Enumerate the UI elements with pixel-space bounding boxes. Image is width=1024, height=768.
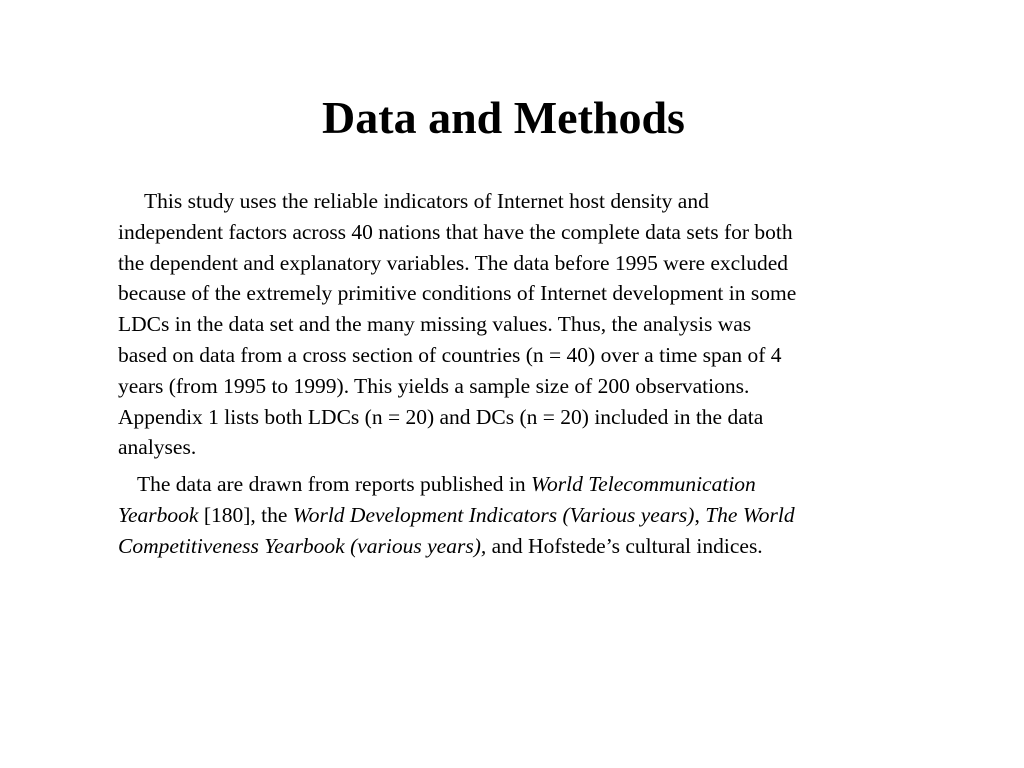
- sources-text: and Hofstede’s cultural indices.: [486, 533, 763, 558]
- paragraph-line: years (from 1995 to 1999). This yields a sample size of 200 observations.: [118, 373, 750, 398]
- sources-text: The data are drawn from reports published in: [137, 472, 532, 497]
- slide-title: Data and Methods: [322, 92, 685, 143]
- paragraph-data-sources: [118, 469, 948, 561]
- paragraph-line: Appendix 1 lists both LDCs (n = 20) and DCs (n = 20) included in the data: [118, 404, 764, 429]
- paragraph-line: LDCs in the data set and the many missing values. Thus, the analysis was: [118, 312, 752, 337]
- paragraph-line: This study uses the reliable indicators of Internet host density and: [144, 189, 709, 213]
- paragraph-study-description: [118, 186, 948, 463]
- paragraph-line: [118, 469, 948, 500]
- source-title: World Development Indicators (Various years): [292, 502, 695, 527]
- source-title: World Telecommunication: [531, 472, 756, 497]
- paragraph-line: [118, 531, 948, 562]
- source-title: The World: [705, 502, 795, 527]
- paragraph-line: the dependent and explanatory variables. The data before 1995 were excluded: [118, 250, 788, 275]
- sources-text: ,: [694, 502, 706, 527]
- paragraph-line: because of the extremely primitive conditions of Internet development in some: [118, 281, 797, 306]
- paragraph-line: [118, 500, 948, 531]
- source-title: Yearbook: [118, 502, 199, 527]
- paragraph-line: independent factors across 40 nations that have the complete data sets for both: [118, 219, 793, 244]
- paragraph-line: based on data from a cross section of countries (n = 40) over a time span of 4: [118, 342, 782, 367]
- slide-body: [118, 186, 948, 562]
- sources-text: [180], the: [198, 502, 293, 527]
- paragraph-line: analyses.: [118, 435, 197, 460]
- source-title: Competitiveness Yearbook (various years),: [118, 533, 487, 558]
